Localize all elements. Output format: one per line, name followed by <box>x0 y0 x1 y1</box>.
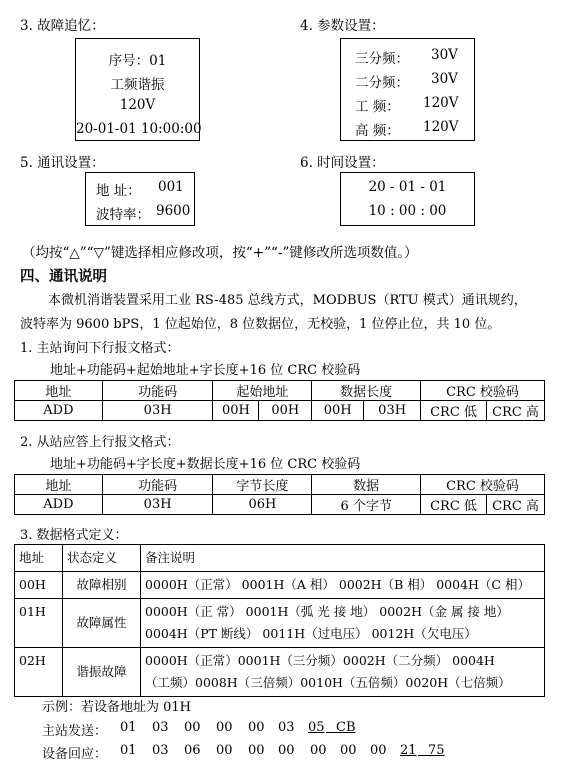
reply-byte: 00 <box>340 743 357 758</box>
table-cell-state: 故障属性 <box>63 599 141 648</box>
table-cell: ADD <box>15 495 103 515</box>
send-byte: 01 <box>120 720 137 735</box>
fault-memory-box <box>75 38 200 141</box>
item2-formula: 地址+功能码+字长度+数据长度+16 位 CRC 校验码 <box>50 457 361 472</box>
header-cell: 数据长度 <box>312 381 421 401</box>
reply-byte: 00 <box>216 743 233 758</box>
table-header-row <box>15 381 545 401</box>
table-row <box>15 572 545 599</box>
header-cell: 地址 <box>15 381 103 401</box>
note-line: 0000H（正常）0001H（三分频）0002H（二分频） 0004H <box>145 653 495 668</box>
section-four-title: 四、通讯说明 <box>20 268 107 285</box>
section-5-title: 5. 通讯设置： <box>20 155 105 171</box>
table-cell: 6 个字节 <box>312 495 421 515</box>
note-line: 0000H（正常） 0001H（A 相） 0002H（B 相） 0004H（C 相） <box>145 577 530 592</box>
table-header-row <box>15 475 545 495</box>
data-format-table <box>14 544 545 697</box>
send-byte: 00 <box>216 720 233 735</box>
uplink-frame-table <box>14 474 545 515</box>
table-cell: ADD <box>15 401 103 421</box>
param-label: 工 频： <box>355 99 400 115</box>
section-four-para1: 本微机消谐装置采用工业 RS-485 总线方式，MODBUS（RTU 模式）通讯规约， <box>48 293 527 308</box>
send-crc: 05 <box>308 720 325 735</box>
section-four-para2: 波特率为 9600 bPS，1 位起始位，8 位数据位，无校验，1 位停止位，共 10 位。 <box>20 317 501 332</box>
header-cell: 状态定义 <box>63 545 141 572</box>
reply-crc: 21 <box>400 743 417 758</box>
header-cell: 地址 <box>15 475 103 495</box>
table-row <box>15 648 545 697</box>
table-cell-state: 谐振故障 <box>63 648 141 697</box>
table-cell-note <box>141 572 545 599</box>
table-cell: CRC 高 <box>486 401 544 421</box>
example-title: 示例：若设备地址为 01H <box>42 700 192 715</box>
table-cell-note <box>141 648 545 697</box>
table-cell: CRC 低 <box>421 495 487 515</box>
param-value: 120V <box>423 119 459 135</box>
header-cell: 功能码 <box>102 475 213 495</box>
note-line: （工频）0008H（三倍频）0010H（五倍频）0020H（七倍频） <box>145 675 511 690</box>
send-byte: 00 <box>184 720 201 735</box>
send-byte: 03 <box>278 720 295 735</box>
param-value: 30V <box>431 47 458 63</box>
send-crc: CB <box>336 720 356 735</box>
note-line: 0000H（正 常） 0001H（弧 光 接 地） 0002H（金 属 接 地） <box>145 604 509 619</box>
send-byte: 03 <box>152 720 169 735</box>
comm-label: 地 址： <box>96 183 141 199</box>
section-3-title: 3. 故障追忆： <box>20 18 105 34</box>
reply-byte: 00 <box>248 743 265 758</box>
time-settings-box <box>340 172 475 226</box>
downlink-frame-table <box>14 380 545 421</box>
note-line: 0004H（PT 断线） 0011H（过电压） 0012H（欠电压） <box>145 626 477 641</box>
param-label: 高 频： <box>355 123 400 139</box>
header-cell: CRC 校验码 <box>421 381 545 401</box>
table-cell-addr: 01H <box>15 599 63 648</box>
reply-byte: 00 <box>370 743 387 758</box>
reply-byte: 00 <box>310 743 327 758</box>
header-cell: 字节长度 <box>213 475 312 495</box>
time-clock: 10 : 00 : 00 <box>368 203 447 219</box>
fault-timestamp: 20-01-01 10:00:00 <box>76 121 202 137</box>
header-cell: 备注说明 <box>141 545 545 572</box>
send-byte: 00 <box>248 720 265 735</box>
item1-formula: 地址+功能码+起始地址+字长度+16 位 CRC 校验码 <box>50 363 361 378</box>
comm-settings-box <box>85 172 195 226</box>
param-value: 120V <box>423 95 459 111</box>
table-cell-addr: 02H <box>15 648 63 697</box>
table-cell: 00H <box>213 401 259 421</box>
table-row <box>15 401 545 421</box>
header-cell: 地址 <box>15 545 63 572</box>
time-date: 20 - 01 - 01 <box>368 179 447 195</box>
table-cell: 00H <box>312 401 364 421</box>
reply-crc: 75 <box>428 743 445 758</box>
item1-title: 1. 主站询问下行报文格式： <box>20 341 180 356</box>
item3-title: 3. 数据格式定义： <box>20 528 128 543</box>
key-note: （均按“△”“▽”键选择相应修改项，按“+”“-”键修改所选项数值。） <box>22 245 418 261</box>
reply-label: 设备回应： <box>42 747 108 762</box>
send-line <box>42 720 107 739</box>
comm-value: 9600 <box>156 203 191 219</box>
fault-voltage: 120V <box>119 97 156 113</box>
header-cell: 起始地址 <box>213 381 312 401</box>
section-6-title: 6. 时间设置： <box>300 155 385 171</box>
fault-type: 工频谐振 <box>110 77 165 93</box>
header-cell: CRC 校验码 <box>421 475 545 495</box>
table-cell: 03H <box>102 495 213 515</box>
reply-byte: 01 <box>120 743 137 758</box>
table-row <box>15 495 545 515</box>
parameter-box <box>340 38 475 141</box>
reply-byte: 06 <box>184 743 201 758</box>
section-4-title: 4. 参数设置： <box>300 18 385 34</box>
fault-seq: 序号：01 <box>108 53 167 69</box>
table-cell-note <box>141 599 545 648</box>
reply-byte: 00 <box>278 743 295 758</box>
table-row <box>15 599 545 648</box>
table-cell: 00H <box>259 401 312 421</box>
table-cell: 03H <box>102 401 213 421</box>
param-label: 三分频： <box>355 51 409 67</box>
header-cell: 数据 <box>312 475 421 495</box>
send-label: 主站发送： <box>42 724 108 739</box>
param-label: 二分频： <box>355 75 409 91</box>
comm-value: 001 <box>158 179 184 195</box>
table-cell: 03H <box>364 401 421 421</box>
table-cell-addr: 00H <box>15 572 63 599</box>
reply-line <box>42 743 107 762</box>
table-header-row <box>15 545 545 572</box>
table-cell: CRC 低 <box>421 401 487 421</box>
comm-label: 波特率： <box>96 207 150 223</box>
param-value: 30V <box>431 71 458 87</box>
table-cell-state: 故障相别 <box>63 572 141 599</box>
reply-byte: 03 <box>152 743 169 758</box>
item2-title: 2. 从站应答上行报文格式： <box>20 435 180 450</box>
table-cell: CRC 高 <box>486 495 544 515</box>
header-cell: 功能码 <box>102 381 213 401</box>
table-cell: 06H <box>213 495 312 515</box>
